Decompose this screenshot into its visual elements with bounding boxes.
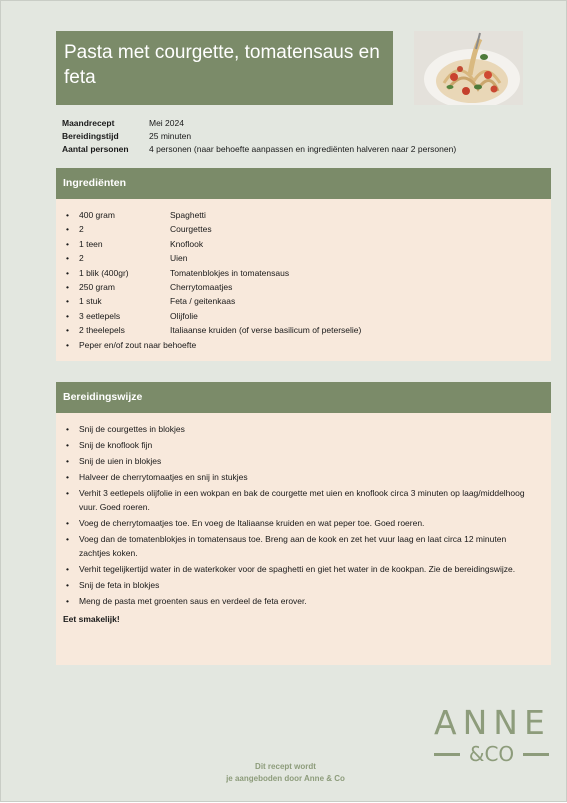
step-text: Meng de pasta met groenten saus en verdeel de feta erover. bbox=[79, 595, 307, 606]
step-text: Snij de knoflook fijn bbox=[79, 439, 153, 450]
step-item bbox=[56, 562, 551, 576]
ingredient-item bbox=[56, 251, 551, 265]
ingredient-quantity: 400 gram bbox=[79, 210, 115, 220]
bullet-icon: • bbox=[66, 267, 69, 278]
ingredient-item bbox=[56, 266, 551, 280]
bullet-icon: • bbox=[66, 595, 69, 606]
bullet-icon: • bbox=[66, 455, 69, 466]
step-item bbox=[56, 532, 551, 561]
meta-row bbox=[62, 143, 456, 156]
ingredient-item bbox=[56, 309, 551, 323]
ingredient-item bbox=[56, 338, 551, 352]
ingredients-heading: Ingrediënten bbox=[56, 168, 551, 199]
preparation-panel bbox=[56, 413, 551, 665]
logo-bottom-row bbox=[434, 742, 549, 766]
ingredient-quantity: 3 eetlepels bbox=[79, 310, 121, 321]
ingredient-item bbox=[56, 237, 551, 251]
footer-line: Dit recept wordt bbox=[255, 762, 316, 771]
ingredient-item bbox=[56, 323, 551, 337]
ingredient-quantity: 250 gram bbox=[79, 282, 115, 293]
ingredient-name: Feta / geitenkaas bbox=[170, 296, 236, 307]
ingredient-name: Spaghetti bbox=[170, 210, 206, 220]
ingredient-name: Italiaanse kruiden (of verse basilicum of peterselie) bbox=[170, 325, 362, 336]
ingredient-name: Courgettes bbox=[170, 224, 212, 235]
logo-line-right bbox=[523, 753, 549, 756]
ingredient-name: Olijfolie bbox=[170, 310, 198, 321]
step-item bbox=[56, 454, 551, 468]
ingredient-quantity: 1 blik (400gr) bbox=[79, 267, 129, 278]
logo-text-bottom: &CO bbox=[468, 742, 515, 766]
ingredient-quantity: 1 teen bbox=[79, 238, 103, 249]
bullet-icon: • bbox=[66, 564, 69, 575]
bullet-icon: • bbox=[66, 282, 69, 293]
footer-credit bbox=[183, 761, 388, 785]
ingredient-name: Uien bbox=[170, 253, 188, 264]
step-item bbox=[56, 578, 551, 592]
step-text: Verhit 3 eetlepels olijfolie in een wokpan en bak de courgette met uien en knoflook circa 3 minuten op laag/middelhoog vuur. Goed roeren. bbox=[79, 487, 525, 513]
bullet-icon: • bbox=[66, 224, 69, 235]
bullet-icon: • bbox=[66, 580, 69, 591]
meta-label: Aantal personen bbox=[62, 144, 129, 154]
step-text: Halveer de cherrytomaatjes en snij in stukjes bbox=[79, 471, 248, 482]
bullet-icon: • bbox=[66, 439, 69, 450]
ingredient-quantity: 2 bbox=[79, 253, 84, 264]
bullet-icon: • bbox=[66, 533, 69, 544]
step-text: Snij de feta in blokjes bbox=[79, 580, 160, 591]
ingredient-name: Tomatenblokjes in tomatensaus bbox=[170, 267, 290, 278]
step-item bbox=[56, 470, 551, 484]
step-item bbox=[56, 594, 551, 608]
ingredient-quantity: 1 stuk bbox=[79, 296, 102, 307]
closing-text: Eet smakelijk! bbox=[63, 614, 120, 625]
bullet-icon: • bbox=[66, 296, 69, 307]
pasta-photo bbox=[414, 31, 523, 105]
bullet-icon: • bbox=[66, 310, 69, 321]
ingredient-item bbox=[56, 208, 551, 222]
bullet-icon: • bbox=[66, 325, 69, 336]
ingredient-quantity: 2 bbox=[79, 224, 84, 235]
step-text: Snij de courgettes in blokjes bbox=[79, 424, 185, 434]
recipe-meta bbox=[62, 117, 456, 156]
step-text: Verhit tegelijkertijd water in de waterkoker voor de spaghetti en giet het water in de kookpan. Zie de bereidingswijze. bbox=[79, 564, 516, 575]
preparation-steps bbox=[56, 413, 551, 608]
bullet-icon: • bbox=[66, 238, 69, 249]
logo-line-left bbox=[434, 753, 460, 756]
preparation-heading: Bereidingswijze bbox=[56, 382, 551, 413]
bullet-icon: • bbox=[66, 471, 69, 482]
ingredient-quantity: 2 theelepels bbox=[79, 325, 125, 336]
bullet-icon: • bbox=[66, 424, 69, 434]
ingredient-item bbox=[56, 294, 551, 308]
anne-co-logo bbox=[434, 704, 549, 766]
bullet-icon: • bbox=[66, 210, 69, 220]
step-item bbox=[56, 486, 551, 515]
meta-value: 25 minuten bbox=[149, 131, 192, 141]
bullet-icon: • bbox=[66, 339, 69, 350]
ingredient-item bbox=[56, 280, 551, 294]
recipe-title: Pasta met courgette, tomatensaus en feta bbox=[56, 31, 393, 105]
ingredients-list bbox=[56, 199, 551, 352]
meta-label: Maandrecept bbox=[62, 118, 115, 128]
step-text: Snij de uien in blokjes bbox=[79, 455, 162, 466]
recipe-page bbox=[1, 1, 566, 801]
ingredient-name: Knoflook bbox=[170, 238, 204, 249]
bullet-icon: • bbox=[66, 487, 69, 498]
bullet-icon: • bbox=[66, 253, 69, 264]
meta-value: 4 personen (naar behoefte aanpassen en ingrediënten halveren naar 2 personen) bbox=[149, 144, 457, 154]
step-item bbox=[56, 422, 551, 436]
ingredients-panel bbox=[56, 199, 551, 361]
step-text: Voeg de cherrytomaatjes toe. En voeg de Italiaanse kruiden en wat peper toe. Goed roeren. bbox=[79, 517, 425, 528]
step-item bbox=[56, 438, 551, 452]
footer-line: je aangeboden door Anne & Co bbox=[226, 774, 345, 783]
logo-text-top: ANNE bbox=[434, 703, 551, 742]
ingredient-name: Cherrytomaatjes bbox=[170, 282, 233, 293]
step-text: Voeg dan de tomatenblokjes in tomatensaus toe. Breng aan de kook en zet het vuur laag en laat circa 12 minuten zachtjes koken. bbox=[79, 533, 507, 559]
meta-row bbox=[62, 117, 456, 130]
meta-row bbox=[62, 130, 456, 143]
bullet-icon: • bbox=[66, 517, 69, 528]
ingredient-item bbox=[56, 222, 551, 236]
meta-value: Mei 2024 bbox=[149, 118, 184, 128]
meta-label: Bereidingstijd bbox=[62, 131, 119, 141]
pasta-dish-image bbox=[414, 31, 523, 105]
step-item bbox=[56, 516, 551, 530]
ingredient-quantity: Peper en/of zout naar behoefte bbox=[79, 339, 197, 350]
